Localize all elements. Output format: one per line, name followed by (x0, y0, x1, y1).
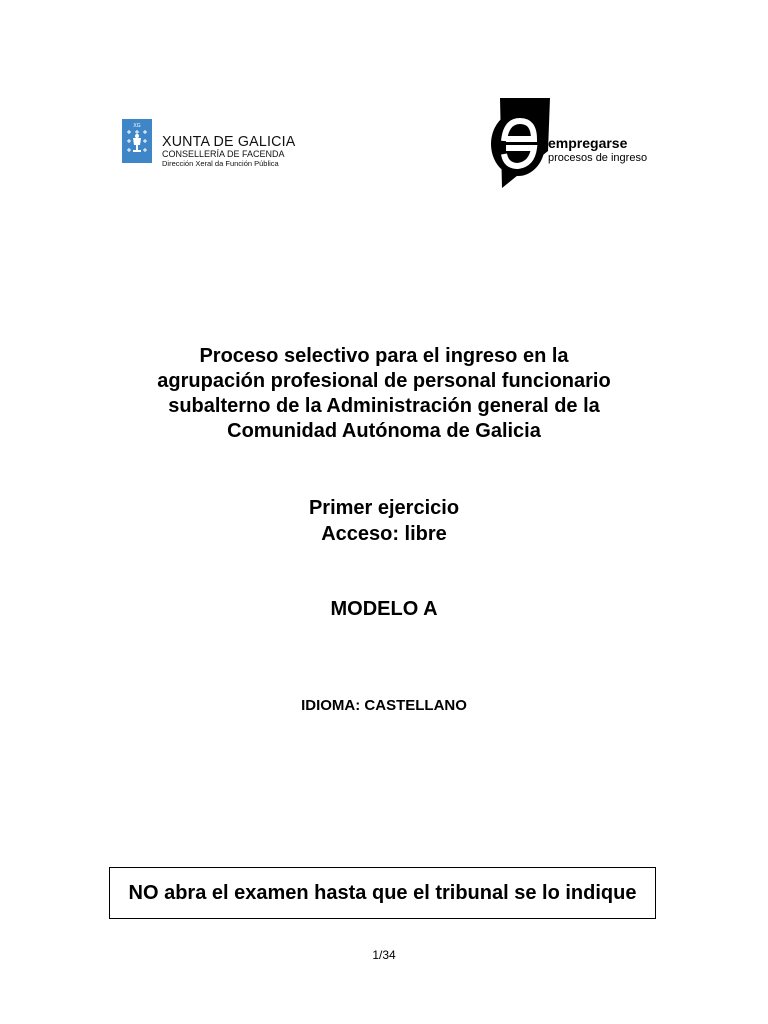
xunta-directorate: Dirección Xeral da Función Pública (162, 159, 279, 168)
document-title (84, 344, 684, 444)
empregarse-logo (488, 96, 668, 191)
title-line: agrupación profesional de personal funcionario (157, 370, 611, 392)
xunta-emblem-icon (122, 119, 152, 163)
notice-text: NO abra el examen hasta que el tribunal se lo indique (128, 881, 637, 904)
xunta-department: CONSELLERÍA DE FACENDA (162, 149, 285, 159)
xunta-name: XUNTA DE GALICIA (162, 133, 296, 150)
empregarse-tagline: procesos de ingreso (548, 152, 648, 164)
exercise-label: Primer ejercicio (308, 497, 460, 519)
svg-text:XG: XG (133, 123, 141, 129)
access-label: Acceso: libre (321, 523, 447, 545)
xunta-de-galicia-logo (122, 119, 322, 168)
exercise-block (84, 495, 684, 547)
title-line: subalterno de la Administración general de la (168, 395, 600, 417)
page-number: 1/34 (372, 948, 396, 962)
language-label: IDIOMA: CASTELLANO (301, 697, 467, 714)
empregarse-name: empregarse (548, 135, 628, 151)
model-label: MODELO A (330, 598, 438, 620)
notice-box (109, 867, 656, 919)
xunta-text-block (162, 134, 302, 168)
title-line: Comunidad Autónoma de Galicia (227, 420, 541, 442)
title-line: Proceso selectivo para el ingreso en la (199, 345, 569, 367)
